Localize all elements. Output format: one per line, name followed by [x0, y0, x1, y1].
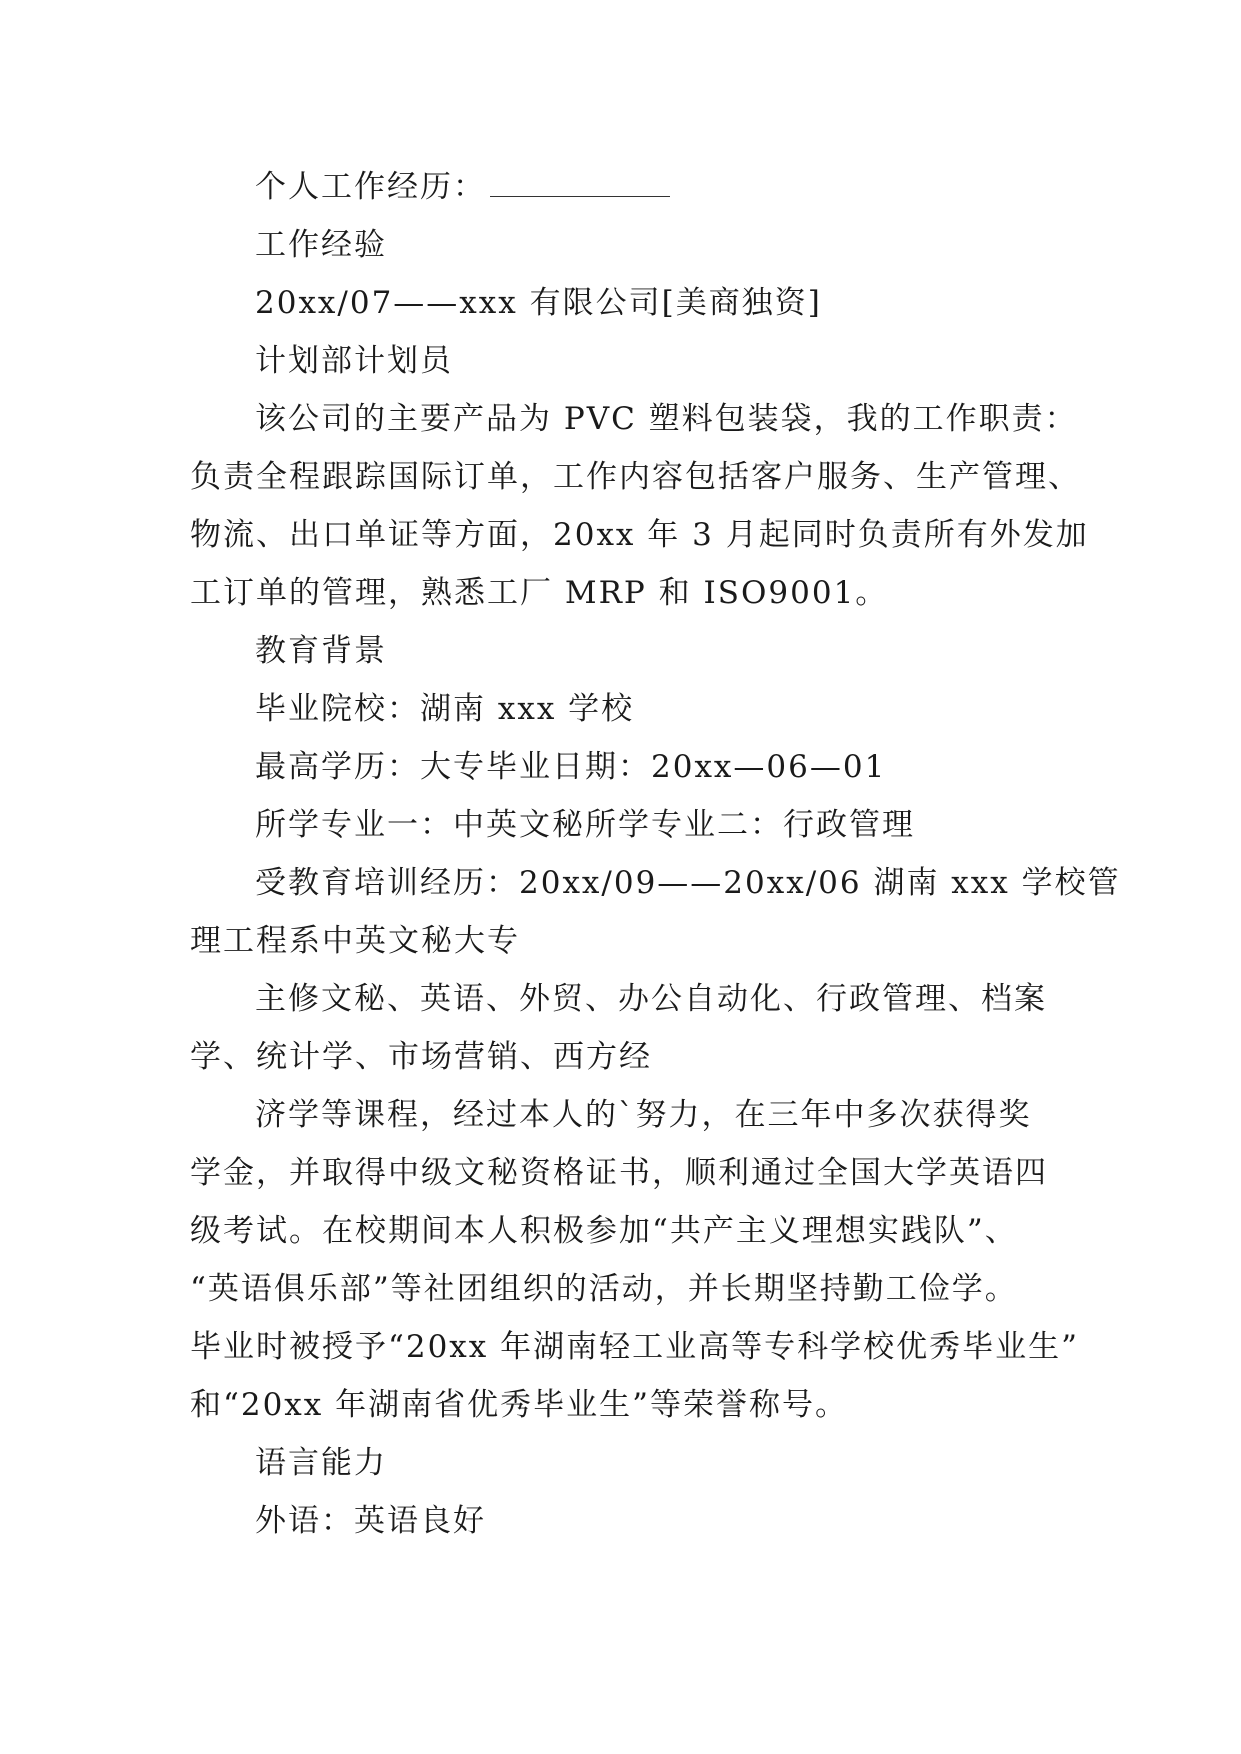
text-line: 最高学历：大专毕业日期：20xx—06—01 — [255, 749, 887, 785]
text-line: 所学专业一：中英文秘所学专业二：行政管理 — [255, 807, 915, 843]
text-line: 受教育培训经历：20xx/09——20xx/06 湖南 xxx 学校管 — [255, 865, 1121, 901]
text-line: 主修文秘、英语、外贸、办公自动化、行政管理、档案 — [255, 981, 1047, 1017]
text-line: 20xx/07——xxx 有限公司[美商独资] — [255, 285, 822, 321]
text-line: 毕业院校：湖南 xxx 学校 — [255, 691, 635, 727]
text-line: 和“20xx 年湖南省优秀毕业生”等荣誉称号。 — [190, 1387, 848, 1423]
line-text: 个人工作经历： — [255, 169, 486, 205]
text-line: 济学等课程，经过本人的`努力，在三年中多次获得奖 — [255, 1097, 1032, 1133]
text-line: 该公司的主要产品为 PVC 塑料包装袋，我的工作职责： — [255, 401, 1078, 437]
text-line: 工作经验 — [255, 227, 387, 263]
text-line: 工订单的管理，熟悉工厂 MRP 和 ISO9001。 — [190, 575, 889, 611]
text-line — [190, 158, 1070, 216]
text-line: 理工程系中英文秘大专 — [190, 923, 520, 959]
text-line: “英语俱乐部”等社团组织的活动，并长期坚持勤工俭学。 — [190, 1271, 1018, 1307]
text-line: 语言能力 — [255, 1445, 387, 1481]
text-line: 毕业时被授予“20xx 年湖南轻工业高等专科学校优秀毕业生” — [190, 1329, 1079, 1365]
text-line: 负责全程跟踪国际订单，工作内容包括客户服务、生产管理、 — [190, 459, 1081, 495]
text-line: 外语：英语良好 — [255, 1503, 486, 1539]
text-line: 计划部计划员 — [255, 343, 453, 379]
text-line: 级考试。在校期间本人积极参加“共产主义理想实践队”、 — [190, 1213, 1018, 1249]
text-line: 学金，并取得中级文秘资格证书，顺利通过全国大学英语四 — [190, 1155, 1048, 1191]
text-line: 物流、出口单证等方面，20xx 年 3 月起同时负责所有外发加 — [190, 517, 1089, 553]
document-body — [190, 158, 1121, 1550]
text-line: 教育背景 — [255, 633, 387, 669]
text-line: 学、统计学、市场营销、西方经 — [190, 1039, 652, 1075]
fill-in-blank — [490, 166, 670, 197]
